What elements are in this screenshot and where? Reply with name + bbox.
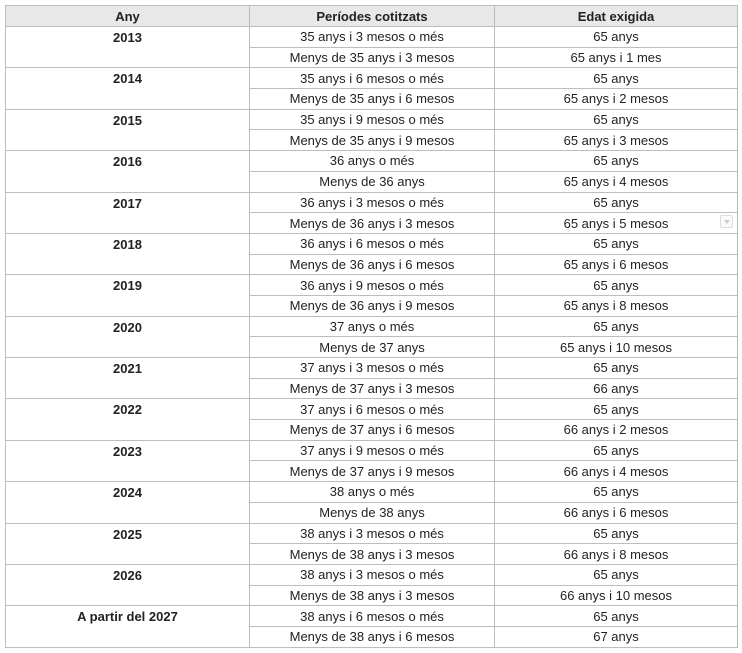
required-age-cell: 65 anys i 1 mes: [495, 47, 738, 68]
required-age-cell: 65 anys: [495, 358, 738, 379]
table-body: [6, 27, 738, 648]
contribution-period-cell: 38 anys i 3 mesos o més: [250, 564, 495, 585]
contribution-period-cell: Menys de 35 anys i 9 mesos: [250, 130, 495, 151]
table-row: [6, 151, 738, 172]
required-age-cell: 65 anys i 10 mesos: [495, 337, 738, 358]
year-cell: 2018: [6, 233, 250, 274]
table-row: [6, 68, 738, 89]
contribution-period-cell: 37 anys i 9 mesos o més: [250, 440, 495, 461]
contribution-period-cell: 37 anys i 3 mesos o més: [250, 358, 495, 379]
required-age-cell: 65 anys: [495, 482, 738, 503]
column-header-contribution-periods: Períodes cotitzats: [250, 6, 495, 27]
year-cell: 2020: [6, 316, 250, 357]
contribution-period-cell: 38 anys i 6 mesos o més: [250, 606, 495, 627]
year-cell: 2025: [6, 523, 250, 564]
contribution-period-cell: 36 anys i 6 mesos o més: [250, 233, 495, 254]
required-age-cell: 66 anys i 10 mesos: [495, 585, 738, 606]
contribution-period-cell: Menys de 36 anys i 6 mesos: [250, 254, 495, 275]
table-row: [6, 482, 738, 503]
year-cell: 2015: [6, 109, 250, 150]
contribution-period-cell: Menys de 36 anys i 3 mesos: [250, 213, 495, 234]
contribution-period-cell: 35 anys i 6 mesos o més: [250, 68, 495, 89]
contribution-period-cell: 38 anys i 3 mesos o més: [250, 523, 495, 544]
year-cell: 2023: [6, 440, 250, 481]
contribution-period-cell: 37 anys i 6 mesos o més: [250, 399, 495, 420]
required-age-cell: 65 anys: [495, 192, 738, 213]
contribution-period-cell: Menys de 38 anys i 6 mesos: [250, 626, 495, 647]
required-age-cell: 66 anys: [495, 378, 738, 399]
contribution-period-cell: Menys de 35 anys i 6 mesos: [250, 89, 495, 110]
table-row: [6, 606, 738, 627]
contribution-period-cell: 35 anys i 9 mesos o més: [250, 109, 495, 130]
table-row: [6, 275, 738, 296]
table-row: [6, 440, 738, 461]
year-cell: 2014: [6, 68, 250, 109]
contribution-period-cell: 38 anys o més: [250, 482, 495, 503]
contribution-period-cell: Menys de 37 anys i 9 mesos: [250, 461, 495, 482]
contribution-period-cell: Menys de 37 anys: [250, 337, 495, 358]
column-header-year: Any: [6, 6, 250, 27]
table-row: [6, 523, 738, 544]
required-age-cell: 65 anys: [495, 68, 738, 89]
required-age-cell: 65 anys: [495, 233, 738, 254]
year-cell: 2026: [6, 564, 250, 605]
year-cell: 2013: [6, 27, 250, 68]
required-age-cell: 65 anys: [495, 275, 738, 296]
contribution-period-cell: 36 anys o més: [250, 151, 495, 172]
contribution-period-cell: Menys de 37 anys i 6 mesos: [250, 420, 495, 441]
contribution-period-cell: 35 anys i 3 mesos o més: [250, 27, 495, 48]
year-cell: 2016: [6, 151, 250, 192]
required-age-cell: 66 anys i 2 mesos: [495, 420, 738, 441]
contribution-period-cell: 37 anys o més: [250, 316, 495, 337]
contribution-period-cell: Menys de 38 anys i 3 mesos: [250, 544, 495, 565]
table-row: [6, 316, 738, 337]
required-age-cell: 66 anys i 8 mesos: [495, 544, 738, 565]
retirement-table-container: [5, 5, 738, 648]
table-row: [6, 399, 738, 420]
contribution-period-cell: Menys de 36 anys i 9 mesos: [250, 295, 495, 316]
required-age-cell: 65 anys: [495, 109, 738, 130]
contribution-period-cell: 36 anys i 9 mesos o més: [250, 275, 495, 296]
required-age-cell: 65 anys i 5 mesos: [495, 213, 738, 234]
required-age-cell: 65 anys i 3 mesos: [495, 130, 738, 151]
contribution-period-cell: Menys de 37 anys i 3 mesos: [250, 378, 495, 399]
contribution-period-cell: Menys de 35 anys i 3 mesos: [250, 47, 495, 68]
required-age-cell: 65 anys: [495, 440, 738, 461]
required-age-cell: 65 anys i 6 mesos: [495, 254, 738, 275]
year-cell: 2024: [6, 482, 250, 523]
table-header-row: [6, 6, 738, 27]
required-age-cell: 65 anys: [495, 151, 738, 172]
required-age-cell: 65 anys: [495, 316, 738, 337]
table-row: [6, 564, 738, 585]
required-age-cell: 65 anys: [495, 399, 738, 420]
required-age-cell: 65 anys: [495, 564, 738, 585]
contribution-period-cell: Menys de 38 anys: [250, 502, 495, 523]
required-age-cell: 65 anys i 4 mesos: [495, 171, 738, 192]
table-row: [6, 27, 738, 48]
column-header-required-age: Edat exigida: [495, 6, 738, 27]
year-cell: 2019: [6, 275, 250, 316]
year-cell: A partir del 2027: [6, 606, 250, 647]
required-age-cell: 65 anys: [495, 523, 738, 544]
table-row: [6, 233, 738, 254]
required-age-cell: 67 anys: [495, 626, 738, 647]
contribution-period-cell: 36 anys i 3 mesos o més: [250, 192, 495, 213]
required-age-cell: 66 anys i 6 mesos: [495, 502, 738, 523]
year-cell: 2021: [6, 358, 250, 399]
year-cell: 2017: [6, 192, 250, 233]
chevron-down-icon[interactable]: [720, 215, 733, 228]
required-age-cell: 65 anys: [495, 606, 738, 627]
table-row: [6, 109, 738, 130]
required-age-cell: 65 anys i 2 mesos: [495, 89, 738, 110]
contribution-period-cell: Menys de 38 anys i 3 mesos: [250, 585, 495, 606]
contribution-period-cell: Menys de 36 anys: [250, 171, 495, 192]
table-row: [6, 358, 738, 379]
year-cell: 2022: [6, 399, 250, 440]
table-row: [6, 192, 738, 213]
required-age-cell: 65 anys: [495, 27, 738, 48]
required-age-cell: 66 anys i 4 mesos: [495, 461, 738, 482]
required-age-cell: 65 anys i 8 mesos: [495, 295, 738, 316]
retirement-age-table: [5, 5, 738, 648]
